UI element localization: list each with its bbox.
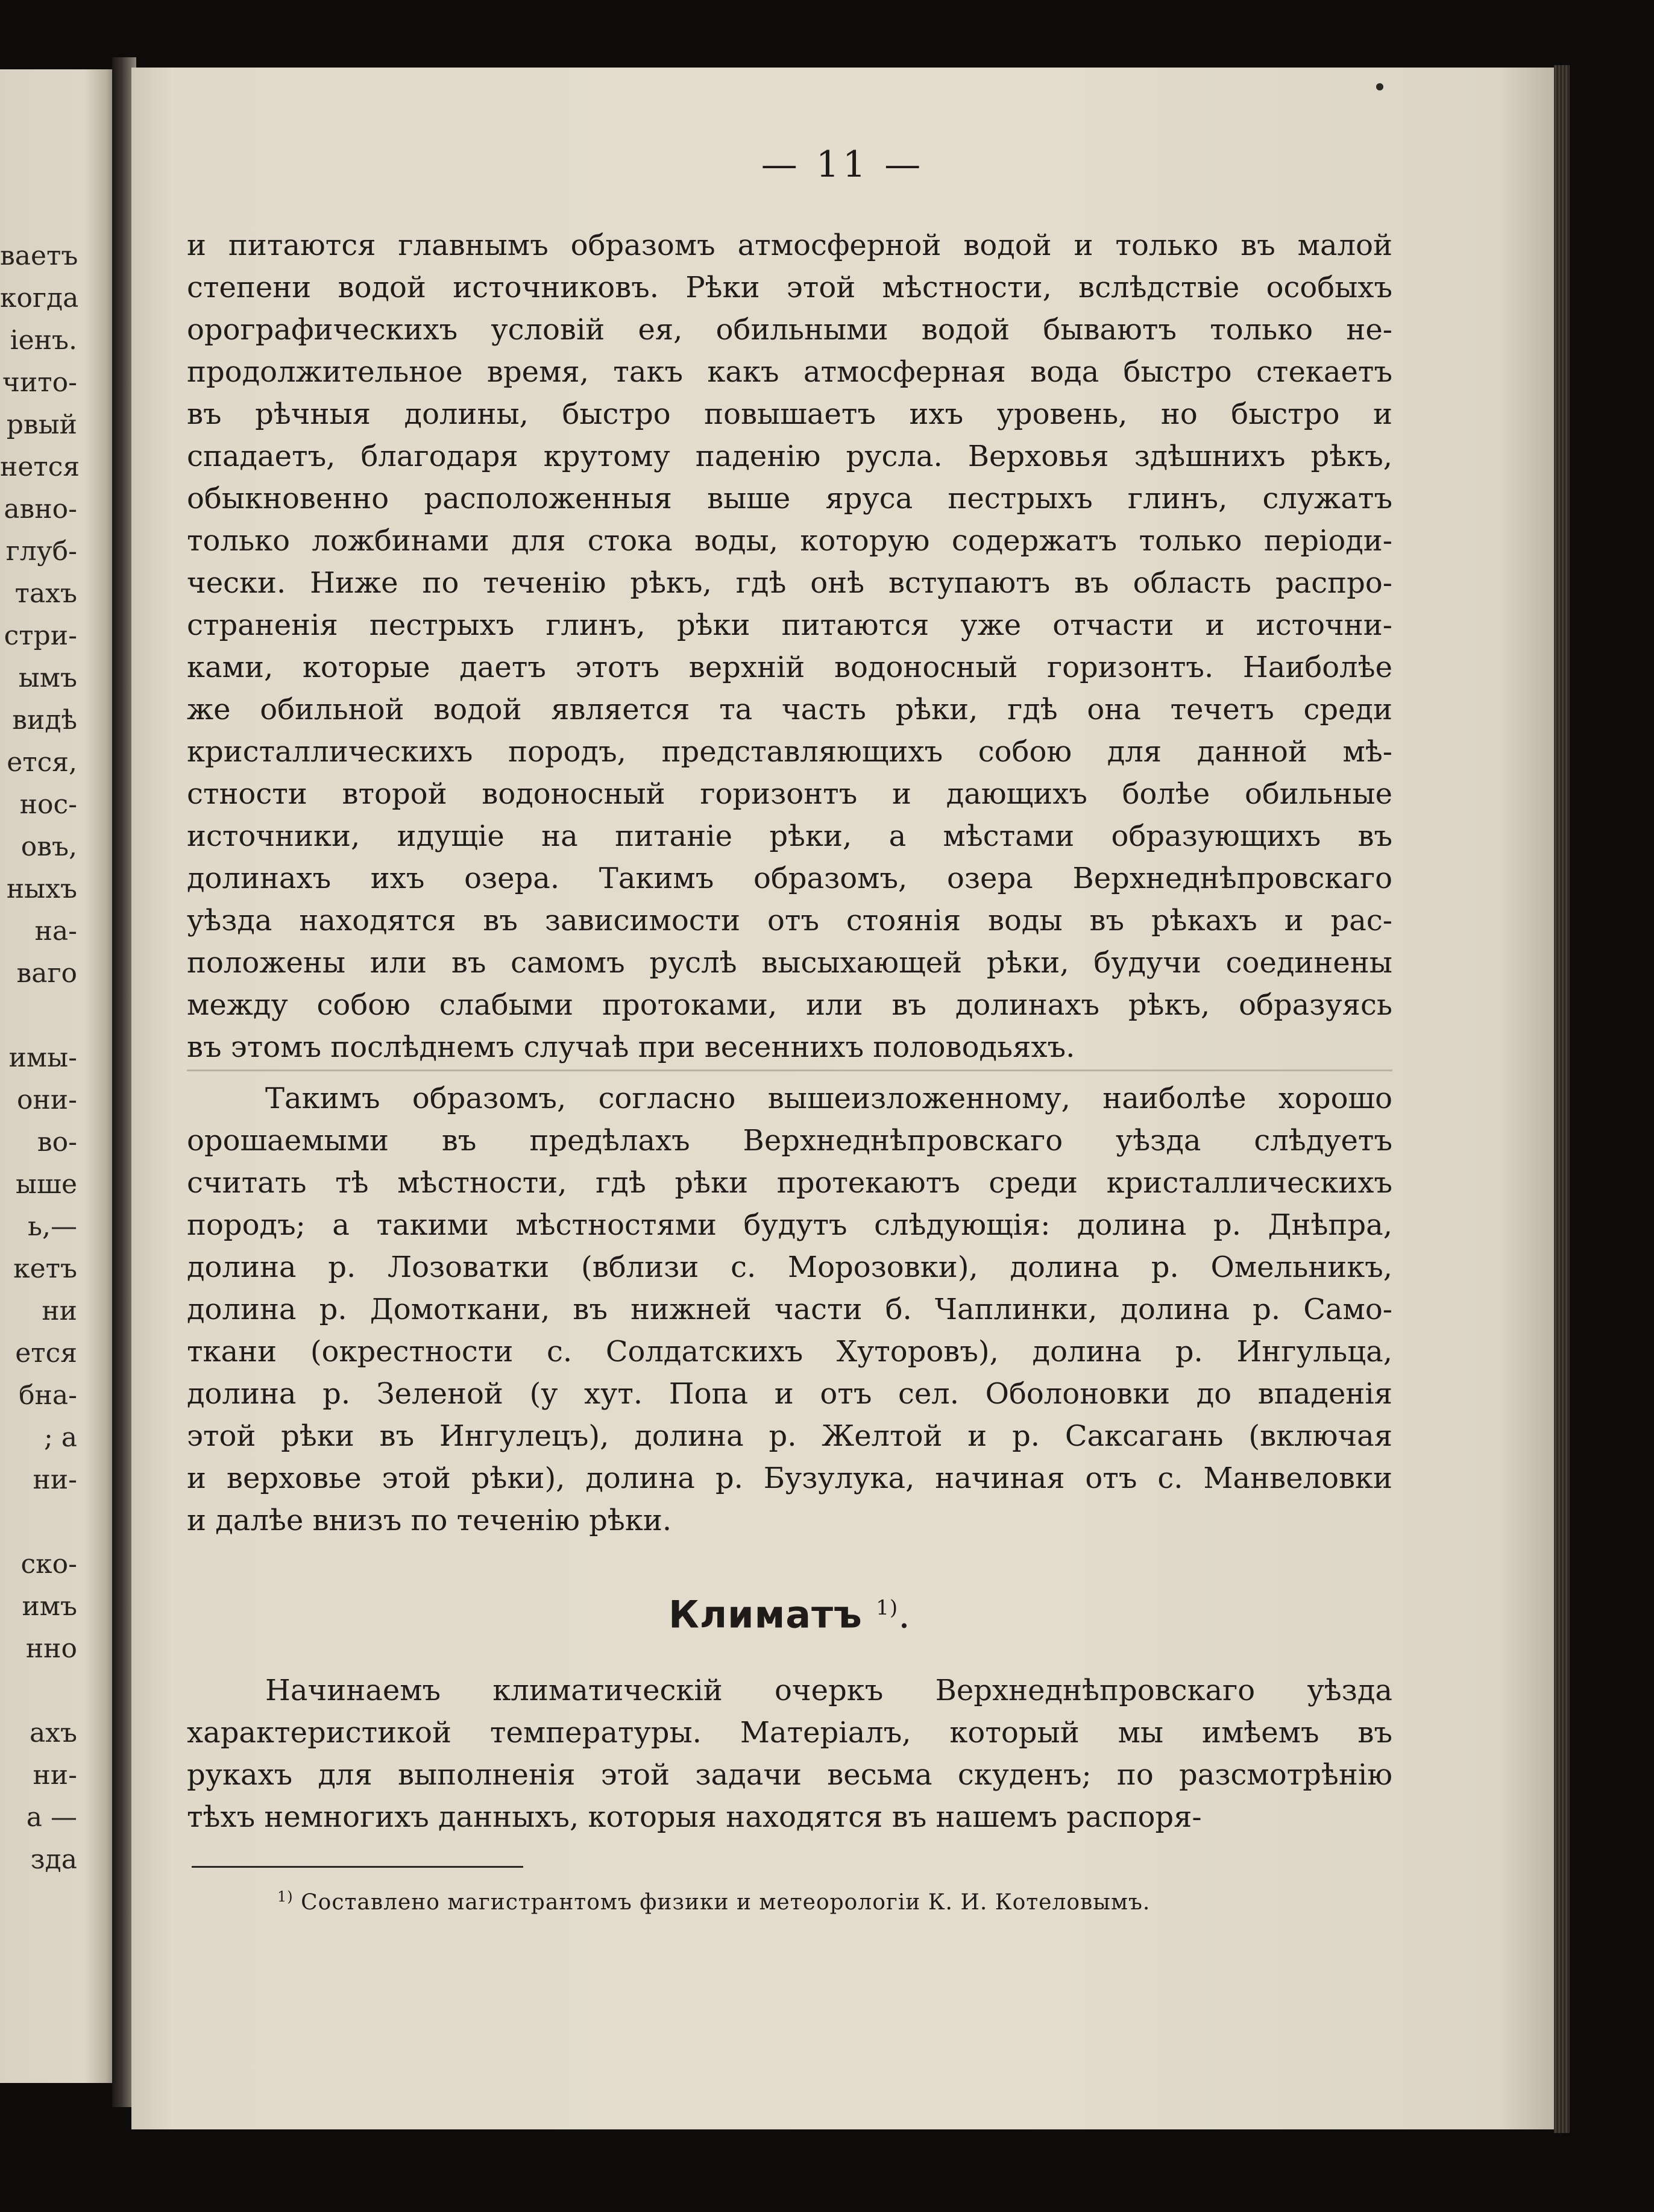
previous-page-fragment: овъ, xyxy=(20,831,77,862)
footnote-mark: 1) xyxy=(277,1888,294,1905)
previous-page-fragment: ныхъ xyxy=(6,874,77,904)
text-line: характеристикой температуры. Матеріалъ, который мы имѣемъ въ xyxy=(187,1715,1392,1750)
footnote-text: Составлено магистрантомъ физики и метеорологіи К. И. Котеловымъ. xyxy=(301,1889,1151,1915)
previous-page-fragment: во- xyxy=(37,1127,77,1158)
previous-page-fragment: кетъ xyxy=(13,1253,77,1284)
text-line: считать тѣ мѣстности, гдѣ рѣки протекаютъ среди кристаллическихъ xyxy=(187,1166,1392,1200)
previous-page-fragment: ни- xyxy=(33,1464,77,1495)
paragraph-rivers xyxy=(187,224,1392,1068)
previous-page-fragment: ско- xyxy=(20,1549,77,1580)
text-line: и далѣе внизъ по теченію рѣки. xyxy=(187,1504,672,1537)
text-line: страненія пестрыхъ глинъ, рѣки питаются уже отчасти и источни- xyxy=(187,608,1392,642)
text-line: долина р. Лозоватки (вблизи с. Морозовки), долина р. Омельникъ, xyxy=(187,1250,1392,1284)
text-line: долина р. Зеленой (у хут. Попа и отъ сел. Оболоновки до впаденія xyxy=(187,1377,1392,1411)
paragraph-climate xyxy=(187,1669,1392,1838)
text-line: положены или въ самомъ руслѣ высыхающей рѣки, будучи соединены xyxy=(187,946,1392,980)
text-line: между собою слабыми протоками, или въ долинахъ рѣкъ, образуясь xyxy=(187,988,1392,1022)
page-body xyxy=(187,224,1392,1921)
text-line: стности второй водоносный горизонтъ и дающихъ болѣе обильные xyxy=(187,777,1392,811)
page-number: — 11 — xyxy=(761,143,925,186)
previous-page-fragment: а — xyxy=(26,1802,77,1833)
text-line: же обильной водой является та часть рѣки, гдѣ она течетъ среди xyxy=(187,693,1392,726)
text-line: и верховье этой рѣки), долина р. Бузулука, начиная отъ с. Манвеловки xyxy=(187,1461,1392,1495)
previous-page-edge xyxy=(0,69,121,2083)
previous-page-fragment: нно xyxy=(25,1633,77,1664)
text-line: орографическихъ условій ея, обильными водой бываютъ только не- xyxy=(187,313,1392,347)
previous-page-fragment: тахъ xyxy=(14,578,77,609)
text-line: чески. Ниже по теченію рѣкъ, гдѣ онѣ вступаютъ въ область распро- xyxy=(187,566,1392,600)
print-speck xyxy=(1376,83,1383,90)
previous-page-fragment: ыше xyxy=(16,1169,77,1200)
text-line: породъ; а такими мѣстностями будутъ слѣдующія: долина р. Днѣпра, xyxy=(187,1208,1392,1242)
text-line: долина р. Домоткани, въ нижней части б. Чаплинки, долина р. Само- xyxy=(187,1293,1392,1326)
text-line: спадаетъ, благодаря крутому паденію русла. Верховья здѣшнихъ рѣкъ, xyxy=(187,440,1392,473)
heading-period: . xyxy=(898,1592,911,1637)
footnote-rule xyxy=(192,1866,523,1868)
footnote xyxy=(187,1879,1392,1921)
text-line: Начинаемъ климатическій очеркъ Верхнеднѣпровскаго уѣзда xyxy=(265,1673,1392,1707)
previous-page-fragment: ется, xyxy=(7,747,77,778)
previous-page-fragment: ымъ xyxy=(18,663,77,693)
text-line: степени водой источниковъ. Рѣки этой мѣстности, вслѣдствіе особыхъ xyxy=(187,271,1392,304)
previous-page-fragment: бна- xyxy=(19,1380,77,1411)
previous-page-fragment xyxy=(0,995,115,1037)
previous-page-fragment xyxy=(0,1670,115,1712)
previous-page-fragment: стри- xyxy=(4,620,77,651)
previous-page-fragment: имъ xyxy=(22,1591,77,1622)
previous-page-fragment: на- xyxy=(34,916,77,947)
text-line: въ рѣчныя долины, быстро повышаетъ ихъ уровень, но быстро и xyxy=(187,397,1392,431)
previous-page-fragment: зда xyxy=(30,1844,77,1875)
text-line: долинахъ ихъ озера. Такимъ образомъ, озера Верхнеднѣпровскаго xyxy=(187,862,1392,895)
text-line: источники, идущіе на питаніе рѣки, а мѣстами образующихъ въ xyxy=(187,819,1392,853)
previous-page-fragment: когда xyxy=(0,283,79,314)
heading-title: Климатъ xyxy=(668,1592,863,1637)
previous-page-fragment: ; а xyxy=(43,1422,77,1453)
previous-page-fragment: нется xyxy=(0,452,80,482)
previous-page-text xyxy=(0,235,115,1881)
text-line: уѣзда находятся въ зависимости отъ стоянія воды въ рѣкахъ и рас- xyxy=(187,904,1392,937)
previous-page-fragment: ахъ xyxy=(29,1718,77,1748)
previous-page-fragment: іенъ. xyxy=(10,325,77,356)
heading-footnote-mark: 1) xyxy=(876,1596,899,1620)
text-line: рукахъ для выполненія этой задачи весьма скуденъ; по разсмотрѣнію xyxy=(187,1757,1392,1792)
previous-page-fragment xyxy=(0,1501,115,1543)
previous-page-fragment: ни- xyxy=(33,1760,77,1791)
text-line: въ этомъ послѣднемъ случаѣ при весеннихъ половодьяхъ. xyxy=(187,1030,1075,1064)
previous-page-fragment: ваетъ xyxy=(0,241,78,271)
previous-page-fragment: нос- xyxy=(19,789,77,820)
previous-page-fragment: имы- xyxy=(8,1042,77,1073)
text-line: продолжительное время, такъ какъ атмосферная вода быстро стекаетъ xyxy=(187,355,1392,389)
page-edge-stack xyxy=(1554,65,1570,2133)
previous-page-fragment: ь,— xyxy=(28,1211,77,1242)
text-line: обыкновенно расположенныя выше яруса пестрыхъ глинъ, служатъ xyxy=(187,482,1392,515)
scan-line xyxy=(187,1070,1392,1071)
text-line: тѣхъ немногихъ данныхъ, которыя находятся въ нашемъ распоря- xyxy=(187,1800,1202,1834)
paragraph-irrigated-areas xyxy=(187,1077,1392,1542)
text-line: кристаллическихъ породъ, представляющихъ собою для данной мѣ- xyxy=(187,735,1392,769)
previous-page-fragment: они- xyxy=(16,1085,77,1115)
previous-page-fragment: ни xyxy=(42,1296,77,1326)
page xyxy=(131,68,1554,2129)
text-line: и питаются главнымъ образомъ атмосферной водой и только въ малой xyxy=(187,228,1392,262)
previous-page-fragment: видѣ xyxy=(12,705,77,736)
previous-page-fragment: чито- xyxy=(2,367,77,398)
previous-page-fragment: глуб- xyxy=(5,536,77,567)
text-line: орошаемыми въ предѣлахъ Верхнеднѣпровскаго уѣзда слѣдуетъ xyxy=(187,1124,1392,1158)
text-line: только ложбинами для стока воды, которую содержатъ только періоди- xyxy=(187,524,1392,558)
previous-page-fragment: авно- xyxy=(4,494,77,525)
previous-page-fragment: ваго xyxy=(16,958,77,989)
section-heading xyxy=(187,1578,1392,1645)
text-line: ткани (окрестности с. Солдатскихъ Хуторовъ), долина р. Ингульца, xyxy=(187,1335,1392,1369)
previous-page-fragment: рвый xyxy=(6,409,77,440)
text-line: этой рѣки въ Ингулецъ), долина р. Желтой и р. Саксагань (включая xyxy=(187,1419,1392,1453)
previous-page-fragment: ется xyxy=(15,1338,77,1369)
text-line: Такимъ образомъ, согласно вышеизложенному, наиболѣе хорошо xyxy=(265,1082,1392,1115)
text-line: ками, которые даетъ этотъ верхній водоносный горизонтъ. Наиболѣе xyxy=(187,651,1392,684)
